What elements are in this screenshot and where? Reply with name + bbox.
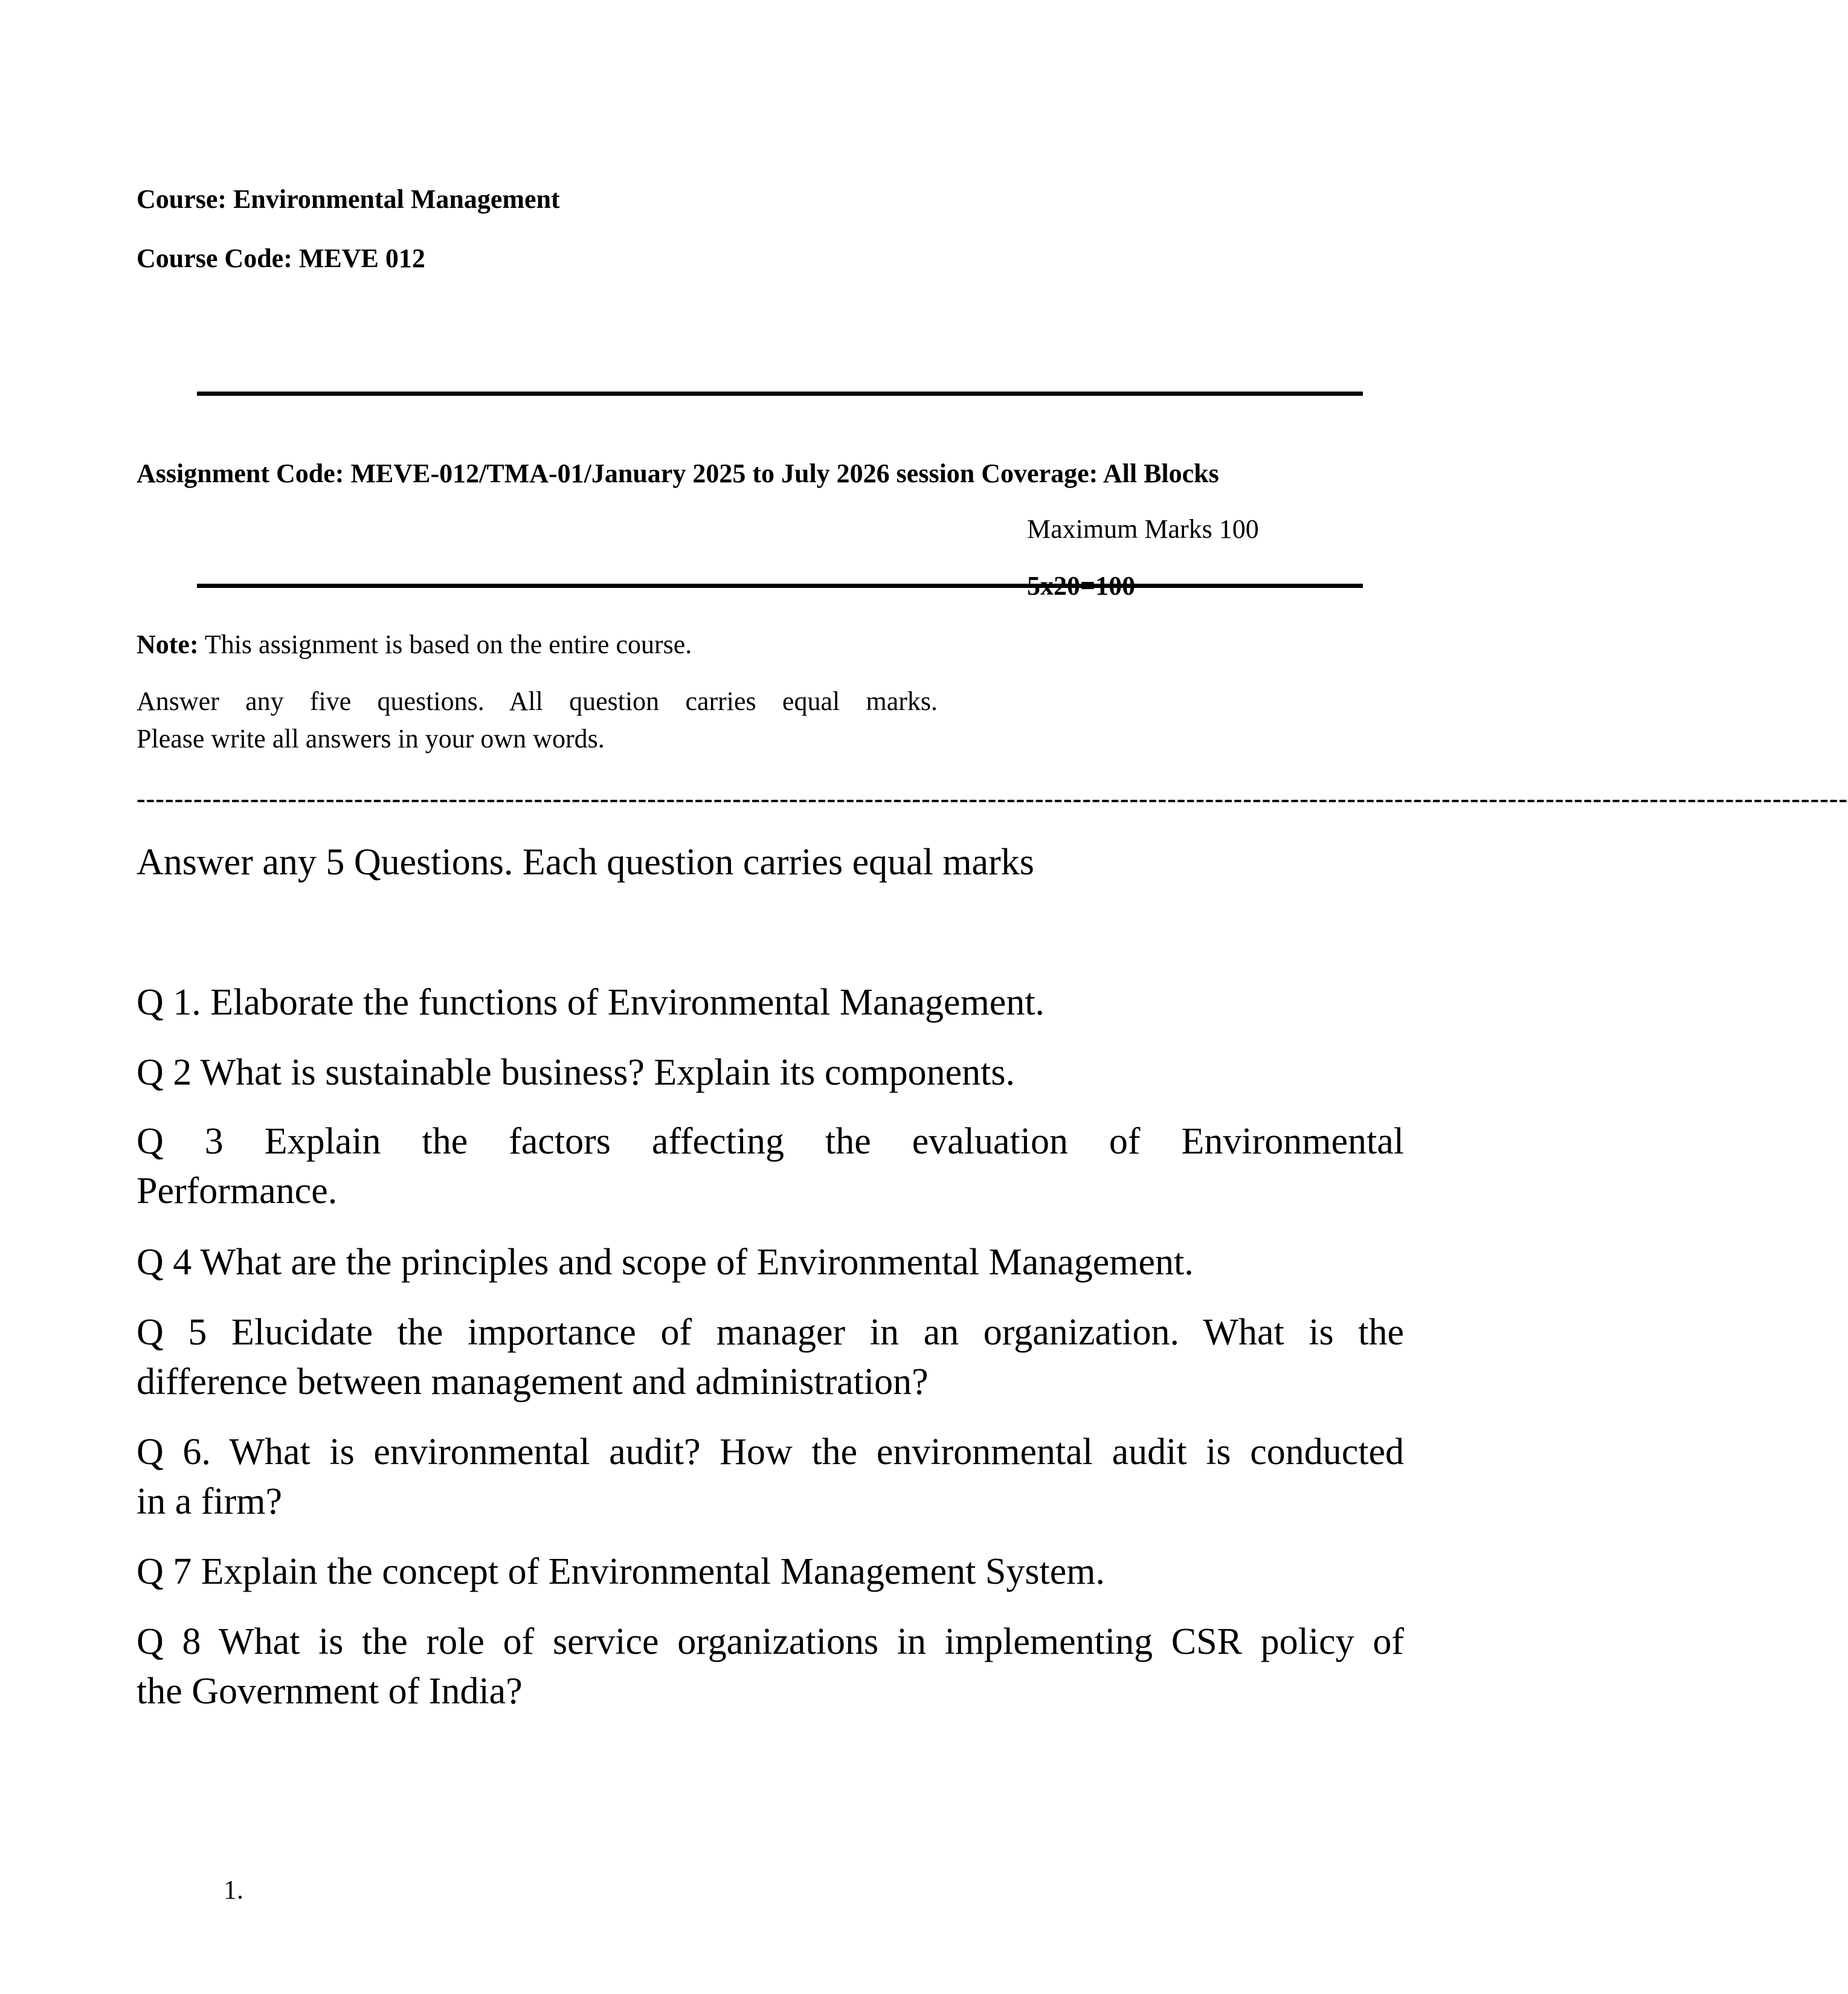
question-2: Q 2 What is sustainable business? Explain its components. xyxy=(137,1052,1015,1093)
question-4: Q 4 What are the principles and scope of Environmental Management. xyxy=(137,1242,1194,1283)
question-3-line-2: Performance. xyxy=(137,1170,338,1212)
course-code: Course Code: MEVE 012 xyxy=(137,244,425,273)
question-3 xyxy=(137,1117,1404,1216)
question-3-line-1: Q 3 Explain the factors affecting the evaluation of Environmental xyxy=(137,1121,1404,1162)
dashed-separator: ------------------------------------------------------------------------------------------------------------------------------------------------------------------------------------- xyxy=(137,784,1848,813)
note-label: Note: xyxy=(137,630,199,659)
question-5-line-1: Q 5 Elucidate the importance of manager in an organization. What is the xyxy=(137,1312,1404,1353)
middle-rule xyxy=(197,584,1363,588)
question-1: Q 1. Elaborate the functions of Environmental Management. xyxy=(137,982,1045,1023)
marks-formula: 5x20=100 xyxy=(1027,571,1136,601)
question-6-line-2: in a firm? xyxy=(137,1481,283,1522)
question-8 xyxy=(137,1617,1404,1716)
question-5-line-2: difference between management and administration? xyxy=(137,1361,929,1402)
note-instructions-line-2: Please write all answers in your own words. xyxy=(137,724,605,753)
question-6-line-1: Q 6. What is environmental audit? How the environmental audit is conducted xyxy=(137,1431,1404,1473)
note-line xyxy=(137,626,692,663)
top-rule xyxy=(197,392,1363,396)
instructions-heading: Answer any 5 Questions. Each question carries equal marks xyxy=(137,842,1034,883)
assignment-code: Assignment Code: MEVE-012/TMA-01/January 2025 to July 2026 session Coverage: All Blocks xyxy=(137,459,1219,488)
maximum-marks: Maximum Marks 100 xyxy=(1027,514,1259,544)
course-title: Course: Environmental Management xyxy=(137,184,560,214)
question-8-line-2: the Government of India? xyxy=(137,1671,523,1712)
question-5 xyxy=(137,1308,1404,1407)
note-text: This assignment is based on the entire course. xyxy=(198,630,692,659)
page-number: 1. xyxy=(224,1875,243,1905)
note-instructions-line-1: Answer any five questions. All question carries equal marks. xyxy=(137,686,938,716)
question-6 xyxy=(137,1427,1404,1526)
question-8-line-1: Q 8 What is the role of service organizations in implementing CSR policy of xyxy=(137,1621,1404,1662)
question-7: Q 7 Explain the concept of Environmental Management System. xyxy=(137,1551,1105,1592)
